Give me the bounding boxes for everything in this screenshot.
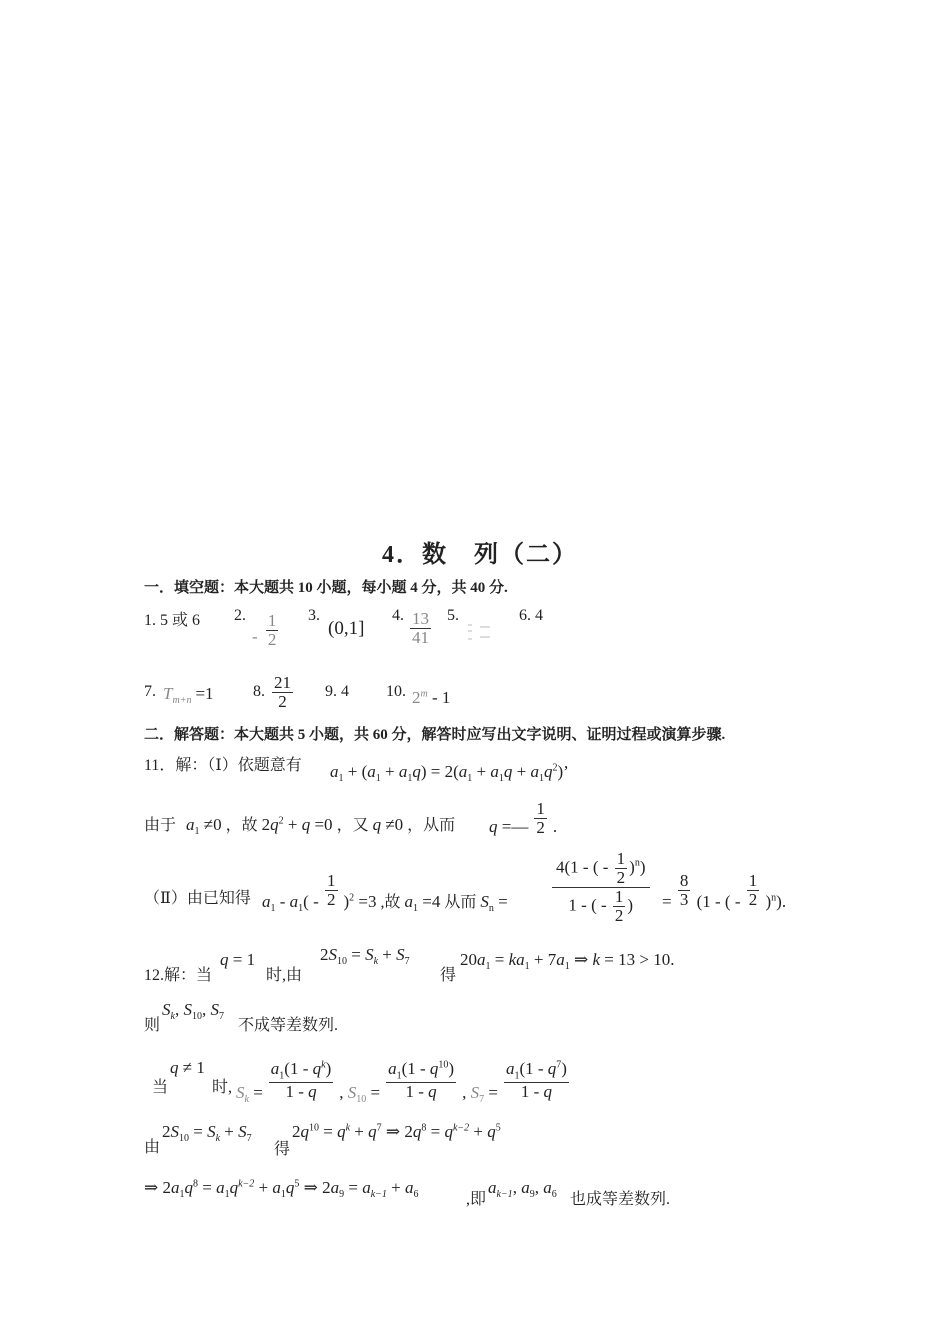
answer-3-value: (0,1] [328,618,365,639]
answer-2-value [252,612,280,649]
q12-sk-formula: $S_k$ = $\frac{a_1(1 - q^k)}{1 - q}$ , $S_{10}$ = $\frac{a_1(1 - q^{10})}{1 - q}$ , $S_7$ = $\frac{a_1(1 - q^7)}{1 - q}$ [236,1059,567,1106]
answer-2-label: 2. [234,607,246,624]
q12-not-arith: 不成等差数列. [238,1017,339,1034]
q12-case2-when: 时, [212,1079,233,1096]
q11-result-q: q =— $\frac{1}{2}$ . [489,799,558,837]
q12-intro: 12.解：当 [144,967,213,984]
answer-7-label: 7. [144,683,156,700]
q11-equation-1: $a_1 + (a_1 + a_1q) = 2(a_1 + a_1q + a_1q^2)$’ [330,762,569,785]
q11-line-2: 由于 $a_1 \ne 0$ ，故 $2q^2 + q =0$ ，又 q ≠0 ，从而 [144,815,456,838]
answer-5-faint-image [466,622,494,646]
answer-2-fraction: $\frac{1}{2}$ [267,611,277,649]
q11-part2-math: $a_1 - a_1$( - $\frac{1}{2}$ )$^2$ =3 ,故 $a_1 =4$ 从而 $S_n$ = [262,871,508,915]
q11-part2: （Ⅱ）由已知得 [144,890,251,907]
answer-5-label: 5. [447,607,459,624]
answer-10-value: 2$^m$ - 1 [412,688,451,707]
q12-seq2: $a_{k-1}$, $a_9$, $a_6$ [488,1178,557,1201]
q12-seq: $S_k$, $S_{10}$, $S_7$ [162,1000,224,1023]
q12-eq-2s10: $2S_{10} = S_k + S_7$ [320,945,410,968]
q11-sum-result: = $\frac{8}{3}$ (1 - ( - $\frac{1}{2}$ )$^n$). [662,871,787,912]
q11-intro: 11．解：（Ⅰ）依题意有 [144,757,302,774]
q12-from: 由 [144,1139,161,1156]
answer-4-label: 4. [392,607,404,624]
section-2-heading: 二．解答题：本大题共 5 小题，共 60 分，解答时应写出文字说明、证明过程或演算步骤. [144,727,726,743]
q12-eq-from: $2S_{10} = S_k + S_7$ [162,1122,252,1145]
answer-6: 6. 4 [519,607,543,624]
answer-4-fraction: $\frac{13}{41}$ [412,609,429,647]
q12-also-arith: 也成等差数列. [570,1191,671,1208]
answer-2 [234,607,246,625]
answer-8-value [270,674,295,711]
q12-q-equals-1: q = 1 [220,950,256,969]
q12-ie: ,即 [466,1191,487,1208]
q12-when: 时,由 [266,967,303,984]
answer-2-sign: - [252,627,258,647]
answer-7-value: $T_{m+n} =1$ [163,684,214,707]
q12-case2: 当 [152,1079,169,1096]
q12-eq-20a1: $20a_1 = ka_1 + 7a_1$ ⇒ k = 13 > 10. [460,950,675,973]
q12-final-eq: ⇒ $2a_1q^8 = a_1q^{k-2} + a_1q^5$ ⇒ $2a_9 = a_{k-1} + a_6$ [144,1178,419,1201]
page-title: 4．数 列（二） [382,542,578,568]
answer-1: 1. 5 或 6 [144,612,201,629]
q12-get2: 得 [274,1141,291,1158]
answer-9: 9. 4 [325,683,349,700]
q12-then: 则 [144,1017,161,1034]
q12-q-neq-1: q ≠ 1 [170,1058,205,1077]
answer-8-label: 8. [253,683,265,700]
answer-3-label: 3. [308,607,320,624]
answer-8-fraction: $\frac{21}{2}$ [274,673,291,711]
q12-get: 得 [440,967,457,984]
q11-sum-fraction: 4(1 - ( - $\frac{1}{2}$ )$^n$) 1 - ( - $\frac{1}{2}$ ) [552,850,650,924]
answer-4-value [408,610,433,647]
q12-eq-q: $2q^{10} = q^k + q^7$ ⇒ $2q^8 = q^{k-2} + q^5$ [292,1122,501,1141]
section-1-heading: 一．填空题：本大题共 10 小题，每小题 4 分，共 40 分. [144,580,508,596]
answer-10-label: 10. [386,683,406,700]
